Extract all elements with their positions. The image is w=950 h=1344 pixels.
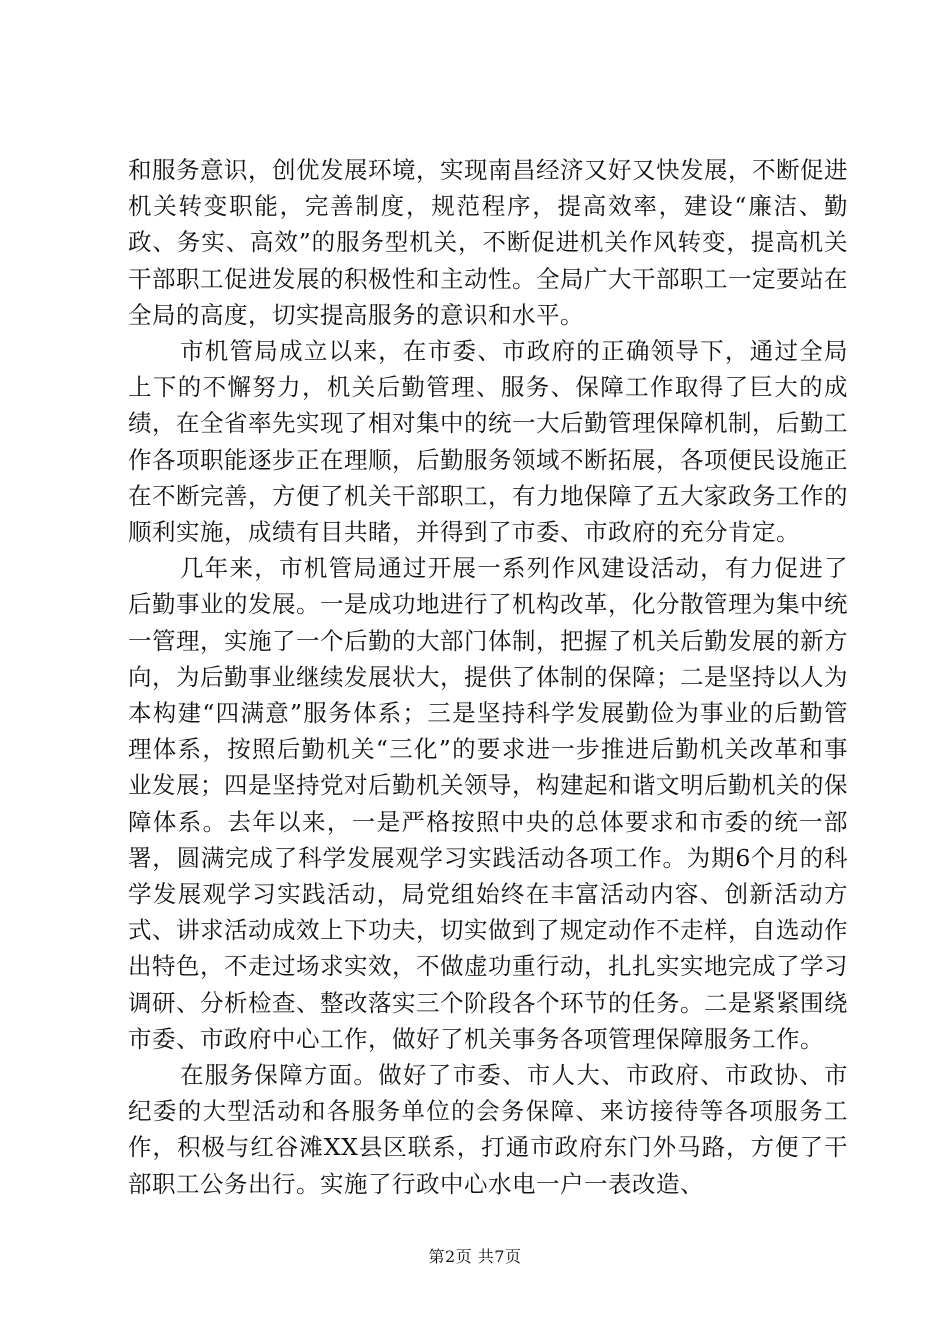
page-footer: 第2页 共7页 — [428, 1247, 522, 1266]
paragraph-3: 几年来，市机管局通过开展一系列作风建设活动，有力促进了后勤事业的发展。一是成功地进行了机构改革，化分散管理为集中统一管理，实施了一个后勤的大部门体制，把握了机关后勤发展的新方向，为后勤事业继续发展状大，提供了体制的保障；二是坚持以人为本构建“四满意”服务体系；三是坚持科学发展勤俭为事业的后勤管理体系，按照后勤机关“三化”的要求进一步推进后勤机关改革和事业发展；四是坚持党对后勤机关领导，构建起和谐文明后勤机关的保障体系。去年以来，一是严格按照中央的总体要求和市委的统一部署，圆满完成了科学发展观学习实践活动各项工作。为期6个月的科学发展观学习实践活动，局党组始终在丰富活动内容、创新活动方式、讲求活动成效上下功夫，切实做到了规定动作不走样，自选动作出特色，不走过场求实效，不做虚功重行动，扎扎实实地完成了学习调研、分析检查、整改落实三个阶段各个环节的任务。二是紧紧围绕市委、市政府中心工作，做好了机关事务各项管理保障服务工作。 — [128, 554, 848, 1053]
paragraph-2: 市机管局成立以来，在市委、市政府的正确领导下，通过全局上下的不懈努力，机关后勤管理、服务、保障工作取得了巨大的成绩，在全省率先实现了相对集中的统一大后勤管理保障机制，后勤工作各项职能逐步正在理顺，后勤服务领域不断拓展，各项便民设施正在不断完善，方便了机关干部职工，有力地保障了五大家政务工作的顺利实施，成绩有目共睹，并得到了市委、市政府的充分肯定。 — [128, 337, 848, 547]
document-body — [128, 152, 848, 1202]
paragraph-1: 和服务意识，创优发展环境，实现南昌经济又好又快发展，不断促进机关转变职能，完善制度，规范程序，提高效率，建设“廉洁、勤政、务实、高效”的服务型机关，不断促进机关作风转变，提高机关干部职工促进发展的积极性和主动性。全局广大干部职工一定要站在全局的高度，切实提高服务的意识和水平。 — [128, 156, 848, 329]
paragraph-4: 在服务保障方面。做好了市委、市人大、市政府、市政协、市纪委的大型活动和各服务单位的会务保障、来访接待等各项服务工作，积极与红谷滩XX县区联系，打通市政府东门外马路，方便了干部职工公务出行。实施了行政中心水电一户一表改造、 — [128, 1061, 848, 1198]
